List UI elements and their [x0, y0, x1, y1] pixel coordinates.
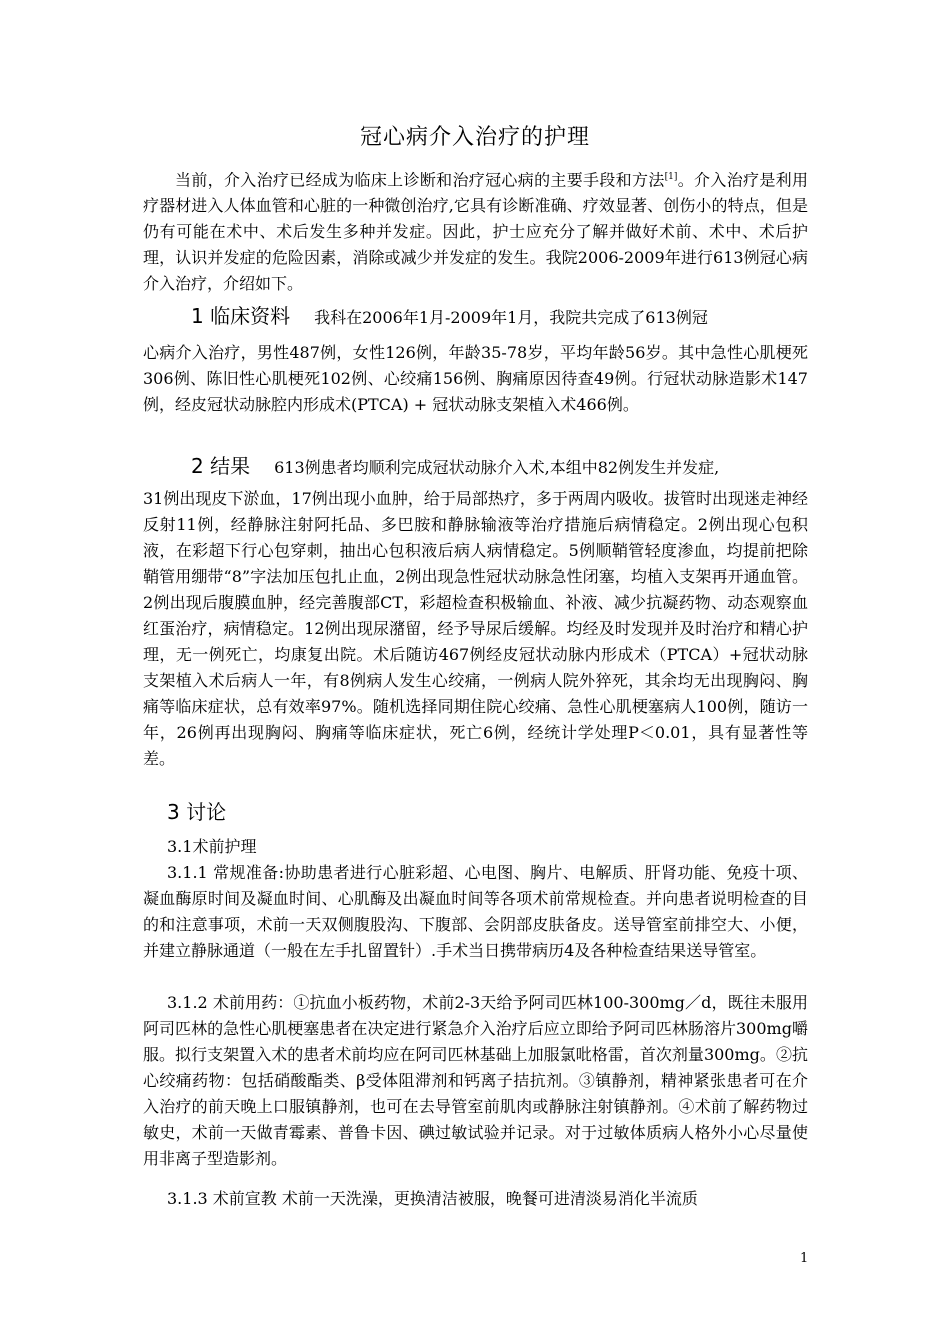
intro-paragraph [143, 164, 808, 297]
section-2-first-line [143, 452, 808, 482]
section-3-heading: 3 讨论 [167, 800, 227, 824]
section-1-heading: 1 临床资料 [191, 304, 291, 328]
section-1-text-first: 我科在2006年1月-2009年1月，我院共完成了613例冠 [314, 308, 708, 327]
section-1-first-line [143, 300, 808, 334]
citation-marker: [1] [664, 172, 678, 182]
intro-text-part1: 当前，介入治疗已经成为临床上诊断和治疗冠心病的主要手段和方法 [175, 170, 665, 190]
section-1-paragraph: 心病介入治疗，男性487例，女性126例，年龄35-78岁，平均年龄56岁。其中急性心肌梗死306例、陈旧性心肌梗死102例、心绞痛156例、胸痛原因待查49例。行冠状动脉造影术147例，经皮冠状动脉腔内形成术(PTCA) + 冠状动脉支架植入术466例。 [143, 343, 808, 414]
page-title: 冠心病介入治疗的护理 [359, 125, 590, 150]
subsection-3-1-label: 3.1术前护理 [167, 837, 257, 856]
paragraph-3-1-1: 3.1.1 常规准备:协助患者进行心脏彩超、心电图、胸片、电解质、肝肾功能、免疫十项、凝血酶原时间及凝血时间、心肌酶及出凝血时间等各项术前常规检查。并向患者说明检查的目的和注意事项，术前一天双侧腹股沟、下腹部、会阴部皮肤备皮。送导管室前排空大、小便，并建立静脉通道（一般在左手扎留置针）.手术当日携带病历4及各种检查结果送导管室。 [143, 863, 808, 960]
paragraph-3-1-2: 3.1.2 术前用药：①抗血小板药物，术前2-3天给予阿司匹林100-300mg／d，既往未服用阿司匹林的急性心肌梗塞患者在决定进行紧急介入治疗后应立即给予阿司匹林肠溶片300mg嚼服。拟行支架置入术的患者术前均应在阿司匹林基础上加服氯吡格雷，首次剂量300mg。②抗心绞痛药物：包括硝酸酯类、β受体阻滞剂和钙离子拮抗剂。③镇静剂，精神紧张患者可在介入治疗的前天晚上口服镇静剂，也可在去导管室前肌肉或静脉注射镇静剂。④术前了解药物过敏史，术前一天做青霉素、普鲁卡因、碘过敏试验并记录。对于过敏体质病人格外小心尽量使用非离子型造影剂。 [143, 993, 808, 1168]
section-2-paragraph: 31例出现皮下淤血，17例出现小血肿，给于局部热疗，多于两周内吸收。拔管时出现迷走神经反射11例，经静脉注射阿托品、多巴胺和静脉输液等治疗措施后病情稳定。2例出现心包积液，在彩超下行心包穿刺，抽出心包积液后病人病情稳定。5例顺鞘管轻度渗血，均提前把除鞘管用绷带“8”字法加压包扎止血，2例出现急性冠状动脉急性闭塞，均植入支架再开通血管。2例出现后腹膜血肿，经完善腹部CT，彩超检查积极输血、补液、减少抗凝药物、动态观察血红蛋治疗，病情稳定。12例出现尿潴留，经予导尿后缓解。均经及时发现并及时治疗和精心护理，无一例死亡，均康复出院。术后随访467例经皮冠状动脉内形成术（PTCA）+冠状动脉支架植入术后病人一年，有8例病人发生心绞痛，一例病人院外猝死，其余均无出现胸闷、胸痛等临床症状，总有效率97%。随机选择同期住院心绞痛、急性心肌梗塞病人100例，随访一年，26例再出现胸闷、胸痛等临床症状，死亡6例，经统计学处理P＜0.01，具有显著性等差。 [143, 489, 808, 768]
paragraph-3-1-3: 3.1.3 术前宣教 术前一天洗澡，更换清洁被服，晚餐可进清淡易消化半流质 [167, 1189, 698, 1208]
intro-text-part2: 。介入治疗是利用疗器材进入人体血管和心脏的一种微创治疗,它具有诊断准确、疗效显著、创伤小的特点，但是仍有可能在术中、术后发生多种并发症。因此，护士应充分了解并做好术前、术中、术后护理，认识并发症的危险因素，消除或减少并发症的发生。我院2006-2009年进行613例冠心病介入治疗，介绍如下。 [143, 170, 808, 294]
section-2-heading: 2 结果 [191, 454, 251, 478]
page-number: 1 [800, 1251, 809, 1266]
section-3-1-title [143, 834, 808, 860]
section-2-text-first: 613例患者均顺利完成冠状动脉介入术,本组中82例发生并发症, [274, 458, 720, 477]
